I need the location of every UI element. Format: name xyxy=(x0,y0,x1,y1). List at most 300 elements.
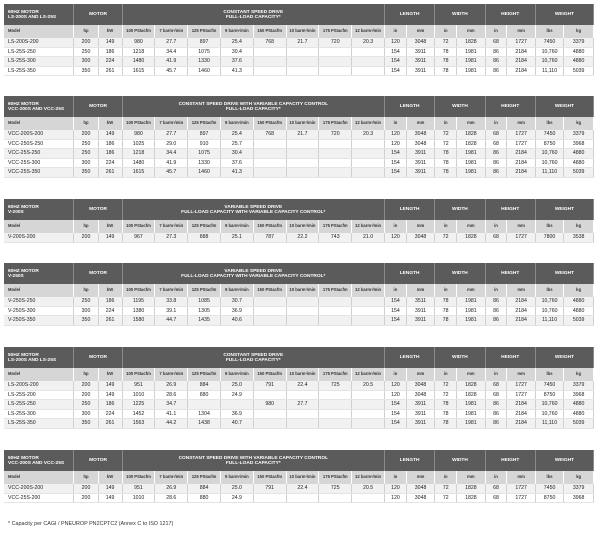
section-header xyxy=(4,199,594,220)
b12-column-header-line-1: 12 bar xyxy=(355,287,368,293)
hp-column-header: hp xyxy=(74,25,98,38)
p125-column-header-line-2: acfm xyxy=(206,28,217,34)
model-cell: VCC-200S-200 xyxy=(4,484,74,493)
table-cell xyxy=(253,139,286,149)
b9-column-header xyxy=(220,471,253,484)
table-cell: 1727 xyxy=(507,381,535,390)
p150-column-header-line-2: acfm xyxy=(272,371,282,377)
model-cell: VCC-25S-200 xyxy=(4,493,74,503)
table-cell: 10,760 xyxy=(535,149,563,159)
table-cell: 154 xyxy=(385,149,407,159)
table-cell: 24.9 xyxy=(220,390,253,400)
table-cell: 28.6 xyxy=(155,493,188,503)
b7-column-header xyxy=(155,368,188,381)
length-header: LENGTH xyxy=(384,199,434,220)
table-cell: 27.7 xyxy=(286,400,319,410)
table-cell: 1218 xyxy=(122,149,155,159)
table-cell xyxy=(319,400,352,410)
b12-column-header-line-2: m³/min xyxy=(367,371,382,377)
p125-column-header xyxy=(188,220,221,233)
table-cell: 200 xyxy=(74,484,98,493)
p100-column-header xyxy=(122,471,155,484)
table-cell: 1010 xyxy=(122,390,155,400)
table-cell xyxy=(253,316,286,326)
table-cell: 68 xyxy=(485,493,507,503)
table-cell: 200 xyxy=(74,493,98,503)
spec-table-3 xyxy=(4,199,594,243)
table-cell: 72 xyxy=(435,139,457,149)
drive-header xyxy=(122,199,384,220)
b10-column-header xyxy=(286,284,319,297)
model-cell: LS-25S-250 xyxy=(4,400,74,410)
b9-column-header-line-1: 9 bar xyxy=(224,223,235,229)
width-header: WIDTH xyxy=(435,450,485,471)
kw-column-header: kW xyxy=(98,471,122,484)
in-column-header-3: in xyxy=(435,25,457,38)
table-cell: 897 xyxy=(188,130,221,139)
table-cell: 149 xyxy=(98,233,122,242)
in-column-header-1: in xyxy=(385,117,407,130)
kg-column-header-8: kg xyxy=(564,368,594,381)
p100-column-header xyxy=(122,284,155,297)
table-cell: 2184 xyxy=(507,149,535,159)
section-title-line-2: LS-200S AND LS-25S xyxy=(8,357,57,363)
table-cell: 86 xyxy=(485,47,507,57)
spec-table-6 xyxy=(4,450,594,503)
table-cell xyxy=(319,47,352,57)
p100-column-header-line-1: 100 PSI xyxy=(126,28,142,34)
p150-column-header-line-1: 150 PSI xyxy=(257,223,273,229)
section-header xyxy=(4,450,594,471)
table-cell: 1304 xyxy=(188,409,221,419)
b9-column-header-line-1: 9 bar xyxy=(224,371,235,377)
p175-column-header-line-1: 175 PSI xyxy=(322,287,338,293)
table-cell xyxy=(253,47,286,57)
table-cell: 3911 xyxy=(406,306,434,316)
table-cell: 72 xyxy=(435,493,457,503)
table-cell: 980 xyxy=(253,400,286,410)
section-header xyxy=(4,263,594,284)
b7-column-header-line-2: m³/min xyxy=(169,474,184,480)
table-cell: 120 xyxy=(385,484,407,493)
motor-header: MOTOR xyxy=(74,199,122,220)
table-cell: 78 xyxy=(435,409,457,419)
table-cell: 120 xyxy=(384,233,406,242)
table-cell: 2184 xyxy=(507,297,535,306)
table-cell: 3379 xyxy=(564,381,594,390)
b12-column-header xyxy=(352,284,385,297)
model-column-header: Model xyxy=(4,25,74,38)
table-cell xyxy=(286,316,319,326)
table-cell: 1981 xyxy=(457,306,485,316)
motor-header: MOTOR xyxy=(74,450,122,471)
model-cell: LS-25S-300 xyxy=(4,57,74,67)
in-column-header-1: in xyxy=(384,368,406,381)
table-cell: 186 xyxy=(98,139,122,149)
table-cell: 26.9 xyxy=(155,381,188,390)
table-cell: 68 xyxy=(485,381,507,390)
model-cell: VCC-25S-300 xyxy=(4,158,74,168)
table-cell: 1981 xyxy=(457,57,485,67)
table-cell: 980 xyxy=(122,130,155,139)
table-cell: 1981 xyxy=(457,297,485,306)
width-header: WIDTH xyxy=(435,96,485,117)
mm-column-header-2: mm xyxy=(406,471,434,484)
b9-column-header xyxy=(220,117,253,130)
table-cell: 884 xyxy=(188,484,221,493)
table-cell: 2184 xyxy=(507,306,535,316)
b7-column-header-line-1: 7 bar xyxy=(159,474,170,480)
table-cell: 28.6 xyxy=(155,390,188,400)
p125-column-header-line-1: 125 PSI xyxy=(191,28,207,34)
units-header xyxy=(4,471,594,484)
units-header xyxy=(4,25,594,38)
table-cell: 3048 xyxy=(406,493,434,503)
table-cell: 1828 xyxy=(457,38,485,47)
table-cell: 4880 xyxy=(564,158,594,168)
table-cell: 120 xyxy=(384,381,406,390)
spec-table-1 xyxy=(4,4,594,76)
table-cell: 967 xyxy=(122,233,155,242)
table-cell: 10,760 xyxy=(535,47,563,57)
p100-column-header-line-2: acfm xyxy=(141,120,151,126)
table-cell xyxy=(319,493,352,503)
table-cell: 8750 xyxy=(535,390,563,400)
table-cell: 149 xyxy=(98,493,122,503)
table-cell: 22.2 xyxy=(286,233,319,242)
in-column-header-3: in xyxy=(435,284,457,297)
table-cell: 261 xyxy=(98,316,122,326)
table-cell: 86 xyxy=(485,400,507,410)
table-cell: 33.8 xyxy=(155,297,188,306)
table-cell: 25.7 xyxy=(220,139,253,149)
table-cell: 86 xyxy=(485,316,507,326)
table-cell: 1981 xyxy=(457,149,485,159)
table-cell xyxy=(253,168,286,178)
table-row xyxy=(4,168,594,178)
table-cell: 25.1 xyxy=(220,233,253,242)
table-cell: 2184 xyxy=(507,168,535,178)
model-cell: LS-200S-200 xyxy=(4,38,74,47)
table-cell: 910 xyxy=(188,139,221,149)
table-cell: 22.4 xyxy=(286,484,319,493)
in-column-header-3: in xyxy=(435,368,457,381)
p175-column-header-line-1: 175 PSI xyxy=(322,223,338,229)
table-cell: 300 xyxy=(74,158,98,168)
spec-table-5 xyxy=(4,347,594,429)
b12-column-header-line-2: m³/min xyxy=(367,474,382,480)
length-header: LENGTH xyxy=(385,450,435,471)
p150-column-header xyxy=(253,220,286,233)
b10-column-header-line-2: m³/min xyxy=(301,28,316,34)
table-cell: 27.7 xyxy=(155,130,188,139)
p100-column-header-line-1: 100 PSI xyxy=(126,371,142,377)
table-cell: 3048 xyxy=(406,484,434,493)
table-cell xyxy=(352,297,385,306)
table-cell xyxy=(286,306,319,316)
p150-column-header-line-2: acfm xyxy=(272,474,282,480)
b7-column-header xyxy=(155,117,188,130)
table-cell: 3379 xyxy=(564,38,594,47)
p175-column-header xyxy=(319,284,352,297)
table-cell: 30.7 xyxy=(220,297,253,306)
b9-column-header-line-2: m³/min xyxy=(235,120,249,126)
table-row xyxy=(4,400,594,410)
b12-column-header xyxy=(352,220,385,233)
table-cell: 1380 xyxy=(122,306,155,316)
table-cell xyxy=(319,66,352,76)
table-cell xyxy=(286,419,319,429)
b10-column-header xyxy=(286,471,319,484)
drive-header-line-2: FULL-LOAD CAPACITY* xyxy=(225,460,281,466)
table-cell: 154 xyxy=(384,409,406,419)
table-cell: 3048 xyxy=(406,390,434,400)
b7-column-header xyxy=(155,471,188,484)
p150-column-header-line-2: acfm xyxy=(272,120,282,126)
motor-header: MOTOR xyxy=(74,4,122,25)
table-cell xyxy=(352,47,385,57)
p175-column-header-line-1: 175 PSI xyxy=(322,474,338,480)
table-cell xyxy=(319,158,352,168)
table-cell: 20.5 xyxy=(352,484,385,493)
table-cell: 1025 xyxy=(122,139,155,149)
b10-column-header-line-1: 10 bar xyxy=(289,223,302,229)
width-header: WIDTH xyxy=(435,347,485,368)
drive-header-line-1: CONSTANT SPEED DRIVE WITH VARIABLE CAPACITY CONTROL xyxy=(178,455,328,461)
b12-column-header-line-2: m³/min xyxy=(367,120,382,126)
p100-column-header-line-2: acfm xyxy=(141,474,151,480)
b12-column-header xyxy=(352,368,385,381)
p100-column-header-line-2: acfm xyxy=(141,223,151,229)
table-cell: 1828 xyxy=(457,381,485,390)
section-title-line-1: 50HZ MOTOR xyxy=(8,352,39,358)
p150-column-header xyxy=(253,284,286,297)
table-cell: 1615 xyxy=(122,168,155,178)
p125-column-header xyxy=(188,117,221,130)
p150-column-header xyxy=(253,117,286,130)
table-cell xyxy=(319,390,352,400)
p125-column-header xyxy=(188,471,221,484)
table-cell: 86 xyxy=(485,57,507,67)
table-row xyxy=(4,390,594,400)
table-cell: 3048 xyxy=(406,139,434,149)
section-title-line-1: 60HZ MOTOR xyxy=(8,101,39,107)
p175-column-header-line-1: 175 PSI xyxy=(322,120,338,126)
hp-column-header: hp xyxy=(74,471,98,484)
b7-column-header-line-1: 7 bar xyxy=(159,28,170,34)
table-cell: 149 xyxy=(98,381,122,390)
table-cell: 200 xyxy=(74,381,98,390)
table-cell: 78 xyxy=(435,297,457,306)
units-header xyxy=(4,368,594,381)
table-cell: 768 xyxy=(253,130,286,139)
table-cell: 1981 xyxy=(457,400,485,410)
table-cell xyxy=(286,57,319,67)
table-cell: 8750 xyxy=(535,493,563,503)
table-cell: 3511 xyxy=(406,297,434,306)
p150-column-header-line-1: 150 PSI xyxy=(257,120,273,126)
length-header: LENGTH xyxy=(384,263,434,284)
p125-column-header-line-1: 125 PSI xyxy=(191,223,207,229)
table-cell: 41.3 xyxy=(220,66,253,76)
table-cell: 78 xyxy=(435,66,457,76)
b7-column-header xyxy=(155,25,188,38)
b10-column-header-line-2: m³/min xyxy=(301,120,316,126)
table-cell: 68 xyxy=(485,233,507,242)
table-cell: 1828 xyxy=(457,390,485,400)
table-cell: 888 xyxy=(188,233,221,242)
table-cell xyxy=(286,47,319,57)
table-cell xyxy=(319,409,352,419)
table-cell xyxy=(286,409,319,419)
in-column-header-5: in xyxy=(485,471,507,484)
table-cell: 1828 xyxy=(457,130,485,139)
model-column-header: Model xyxy=(4,284,74,297)
p150-column-header xyxy=(253,471,286,484)
table-cell: 20.5 xyxy=(352,381,385,390)
table-row xyxy=(4,316,594,326)
b10-column-header-line-1: 10 bar xyxy=(289,474,302,480)
p175-column-header-line-2: acfm xyxy=(337,223,348,229)
kw-column-header: kW xyxy=(98,368,122,381)
b12-column-header-line-1: 12 bar xyxy=(355,223,368,229)
drive-header-line-1: CONSTANT SPEED DRIVE xyxy=(223,9,284,15)
b10-column-header xyxy=(286,368,319,381)
motor-header: MOTOR xyxy=(74,347,122,368)
length-header: LENGTH xyxy=(384,347,434,368)
table-cell: 350 xyxy=(74,66,98,76)
model-cell: V-250S-350 xyxy=(4,316,74,326)
b12-column-header-line-2: m³/min xyxy=(367,287,382,293)
table-cell: 250 xyxy=(74,149,98,159)
b12-column-header-line-1: 12 bar xyxy=(355,120,368,126)
table-cell: 68 xyxy=(485,484,507,493)
table-cell: 34.4 xyxy=(155,149,188,159)
table-cell: 10,760 xyxy=(535,57,563,67)
p150-column-header xyxy=(253,25,286,38)
b9-column-header-line-1: 9 bar xyxy=(224,474,235,480)
p100-column-header-line-1: 100 PSI xyxy=(126,474,142,480)
table-cell: 250 xyxy=(74,139,98,149)
b7-column-header-line-2: m³/min xyxy=(169,28,184,34)
model-cell: V-200S-200 xyxy=(4,233,74,242)
model-cell: LS-25S-350 xyxy=(4,419,74,429)
table-cell: 768 xyxy=(253,38,286,47)
width-header: WIDTH xyxy=(435,263,485,284)
b9-column-header xyxy=(220,25,253,38)
section-header xyxy=(4,347,594,368)
table-cell: 25.4 xyxy=(220,130,253,139)
table-cell: 86 xyxy=(485,419,507,429)
table-cell: 250 xyxy=(74,400,98,410)
table-cell xyxy=(286,149,319,159)
section-header xyxy=(4,96,594,117)
mm-column-header-2: mm xyxy=(406,368,434,381)
section-title xyxy=(4,4,74,25)
b12-column-header-line-2: m³/min xyxy=(367,223,382,229)
table-cell: 4880 xyxy=(564,306,594,316)
p100-column-header xyxy=(122,220,155,233)
table-cell: 1330 xyxy=(188,57,221,67)
drive-header-line-1: CONSTANT SPEED DRIVE WITH VARIABLE CAPACITY CONTROL xyxy=(178,101,328,107)
table-cell: 1727 xyxy=(507,390,535,400)
table-cell: 78 xyxy=(435,419,457,429)
table-cell: 8750 xyxy=(535,139,563,149)
table-cell: 1480 xyxy=(122,57,155,67)
drive-header-line-1: CONSTANT SPEED DRIVE xyxy=(223,352,284,358)
weight-header: WEIGHT xyxy=(535,450,593,471)
table-cell xyxy=(352,139,385,149)
kw-column-header: kW xyxy=(98,117,122,130)
b7-column-header-line-1: 7 bar xyxy=(159,287,170,293)
table-cell: 154 xyxy=(385,158,407,168)
section-title-line-1: 50HZ MOTOR xyxy=(8,455,39,461)
model-cell: LS-25S-200 xyxy=(4,390,74,400)
drive-header-line-2: FULL-LOAD CAPACITY* xyxy=(225,14,281,20)
p150-column-header-line-2: acfm xyxy=(272,28,282,34)
table-cell: 72 xyxy=(435,484,457,493)
b10-column-header-line-2: m³/min xyxy=(301,287,316,293)
table-cell: 10,760 xyxy=(535,409,563,419)
height-header: HEIGHT xyxy=(485,450,535,471)
p175-column-header-line-1: 175 PSI xyxy=(322,28,338,34)
table-cell: 951 xyxy=(122,484,155,493)
drive-header xyxy=(122,347,384,368)
b9-column-header xyxy=(220,368,253,381)
p125-column-header xyxy=(188,368,221,381)
table-cell xyxy=(253,57,286,67)
in-column-header-5: in xyxy=(485,117,507,130)
table-row xyxy=(4,233,594,242)
table-row xyxy=(4,57,594,67)
table-cell: 186 xyxy=(98,149,122,159)
b7-column-header-line-2: m³/min xyxy=(169,287,184,293)
model-cell: VCC-25S-250 xyxy=(4,149,74,159)
in-column-header-1: in xyxy=(385,471,407,484)
mm-column-header-4: mm xyxy=(457,117,485,130)
capacity-footnote: * Capacity per CAGI / PNEUROP PN2CPTC2 (Annex C to ISO 1217) xyxy=(8,521,174,527)
lbs-column-header-7: lbs xyxy=(535,368,563,381)
p100-column-header-line-2: acfm xyxy=(141,28,151,34)
b9-column-header xyxy=(220,284,253,297)
p150-column-header xyxy=(253,368,286,381)
model-cell: LS-25S-350 xyxy=(4,66,74,76)
table-cell: 1480 xyxy=(122,158,155,168)
table-cell: 24.9 xyxy=(220,493,253,503)
section-title xyxy=(4,450,74,471)
table-cell: 3911 xyxy=(406,57,434,67)
table-cell: 30.4 xyxy=(220,149,253,159)
table-cell: 3968 xyxy=(564,493,594,503)
section-title-line-2: VCC-200S AND VCC-25S xyxy=(8,460,65,466)
p175-column-header xyxy=(319,117,352,130)
table-cell: 1727 xyxy=(507,130,535,139)
p175-column-header xyxy=(319,368,352,381)
table-cell: 1305 xyxy=(188,306,221,316)
table-cell: 21.7 xyxy=(286,38,319,47)
table-cell: 120 xyxy=(385,130,407,139)
p175-column-header-line-2: acfm xyxy=(337,371,348,377)
table-cell: 10,760 xyxy=(535,297,563,306)
table-cell: 2184 xyxy=(507,158,535,168)
table-cell: 186 xyxy=(98,400,122,410)
table-cell: 4880 xyxy=(564,400,594,410)
mm-column-header-4: mm xyxy=(457,220,485,233)
table-cell xyxy=(352,419,385,429)
b12-column-header xyxy=(352,25,385,38)
mm-column-header-2: mm xyxy=(406,117,434,130)
table-cell: 3911 xyxy=(406,400,434,410)
